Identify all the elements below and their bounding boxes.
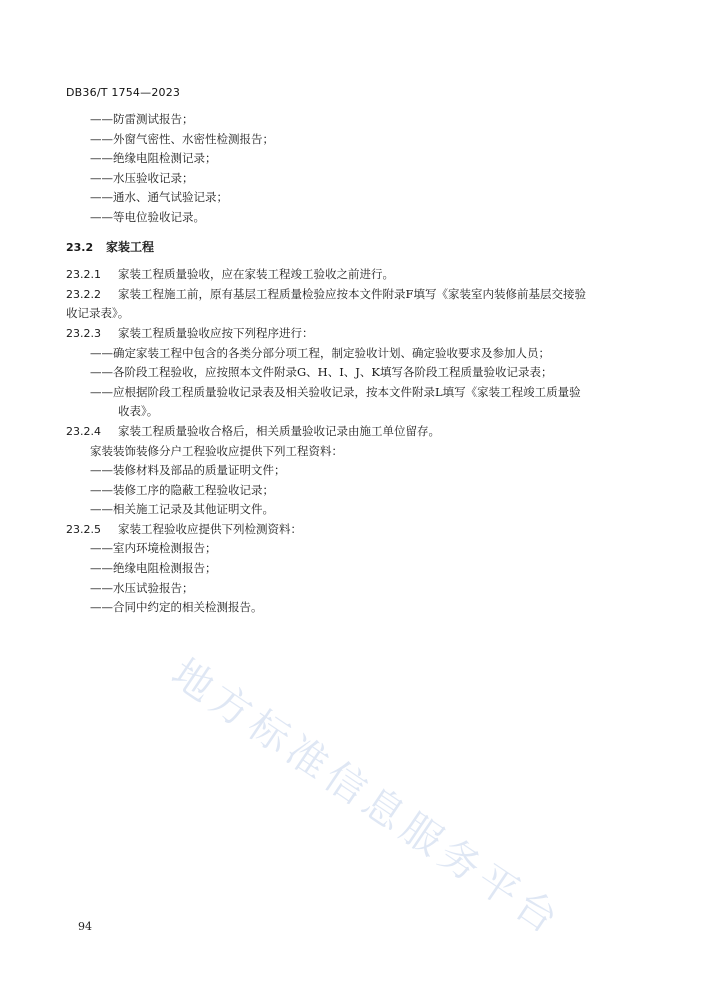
clause-23-2-5 [66, 520, 641, 618]
clause-23-2-1 [66, 265, 641, 285]
section-number: 23.2 [66, 240, 94, 254]
list-item: ——合同中约定的相关检测报告。 [90, 600, 263, 615]
list-item: ——装修材料及部品的质量证明文件； [90, 463, 286, 478]
list-item: ——装修工序的隐蔽工程验收记录； [90, 482, 274, 497]
page-number: 94 [78, 920, 92, 933]
clause-text: 家装工程质量验收，应在家装工程竣工验收之前进行。 [118, 267, 394, 282]
clause-number: 23.2.3 [66, 326, 101, 340]
list-item: ——绝缘电阻检测记录； [90, 151, 217, 166]
list-item: ——等电位验收记录。 [90, 209, 205, 224]
clause-text-continued: 收记录表》。 [66, 306, 130, 321]
clause-number: 23.2.1 [66, 268, 101, 282]
clause-23-2-3 [66, 324, 641, 422]
section-heading [66, 238, 641, 258]
list-item: ——水压验收记录； [90, 170, 194, 185]
list-item: ——应根据阶段工程质量验收记录表及相关验收记录，按本文件附录L填写《家装工程竣工质量验 [90, 384, 581, 399]
list-item: ——室内环境检测报告； [90, 541, 217, 556]
list-item: ——水压试验报告； [90, 580, 194, 595]
clause-number: 23.2.5 [66, 522, 101, 536]
clause-number: 23.2.2 [66, 287, 101, 301]
clause-text: 家装工程验收应提供下列检测资料： [118, 521, 302, 536]
section-title: 家装工程 [106, 239, 155, 254]
list-item: ——各阶段工程验收，应按照本文件附录G、H、I、J、K填写各阶段工程质量验收记录表； [90, 365, 553, 380]
document-code-header: DB36/T 1754—2023 [66, 86, 181, 99]
clause-text: 家装工程质量验收合格后，相关质量验收记录由施工单位留存。 [118, 423, 440, 438]
list-item: ——确定家装工程中包含的各类分部分项工程，制定验收计划、确定验收要求及参加人员； [90, 345, 550, 360]
watermark: 地方标准信息服务平台 [163, 650, 571, 946]
list-item-continued: 收表》。 [118, 404, 159, 419]
clause-23-2-4 [66, 422, 641, 520]
clause-23-2-2 [66, 285, 641, 324]
clause-text: 家装工程质量验收应按下列程序进行： [118, 325, 314, 340]
document-body [66, 110, 641, 618]
list-item: ——外窗气密性、水密性检测报告； [90, 131, 274, 146]
list-item: ——绝缘电阻检测报告； [90, 561, 217, 576]
list-item: ——相关施工记录及其他证明文件。 [90, 502, 274, 517]
clause-text: 家装工程施工前，原有基层工程质量检验应按本文件附录F填写《家装室内装修前基层交接验 [118, 286, 586, 301]
clause-number: 23.2.4 [66, 424, 101, 438]
list-item: ——通水、通气试验记录； [90, 190, 228, 205]
list-item: ——防雷测试报告； [90, 112, 194, 126]
list-before-section [66, 110, 641, 228]
clause-paragraph: 家装装饰装修分户工程验收应提供下列工程资料： [90, 443, 343, 458]
